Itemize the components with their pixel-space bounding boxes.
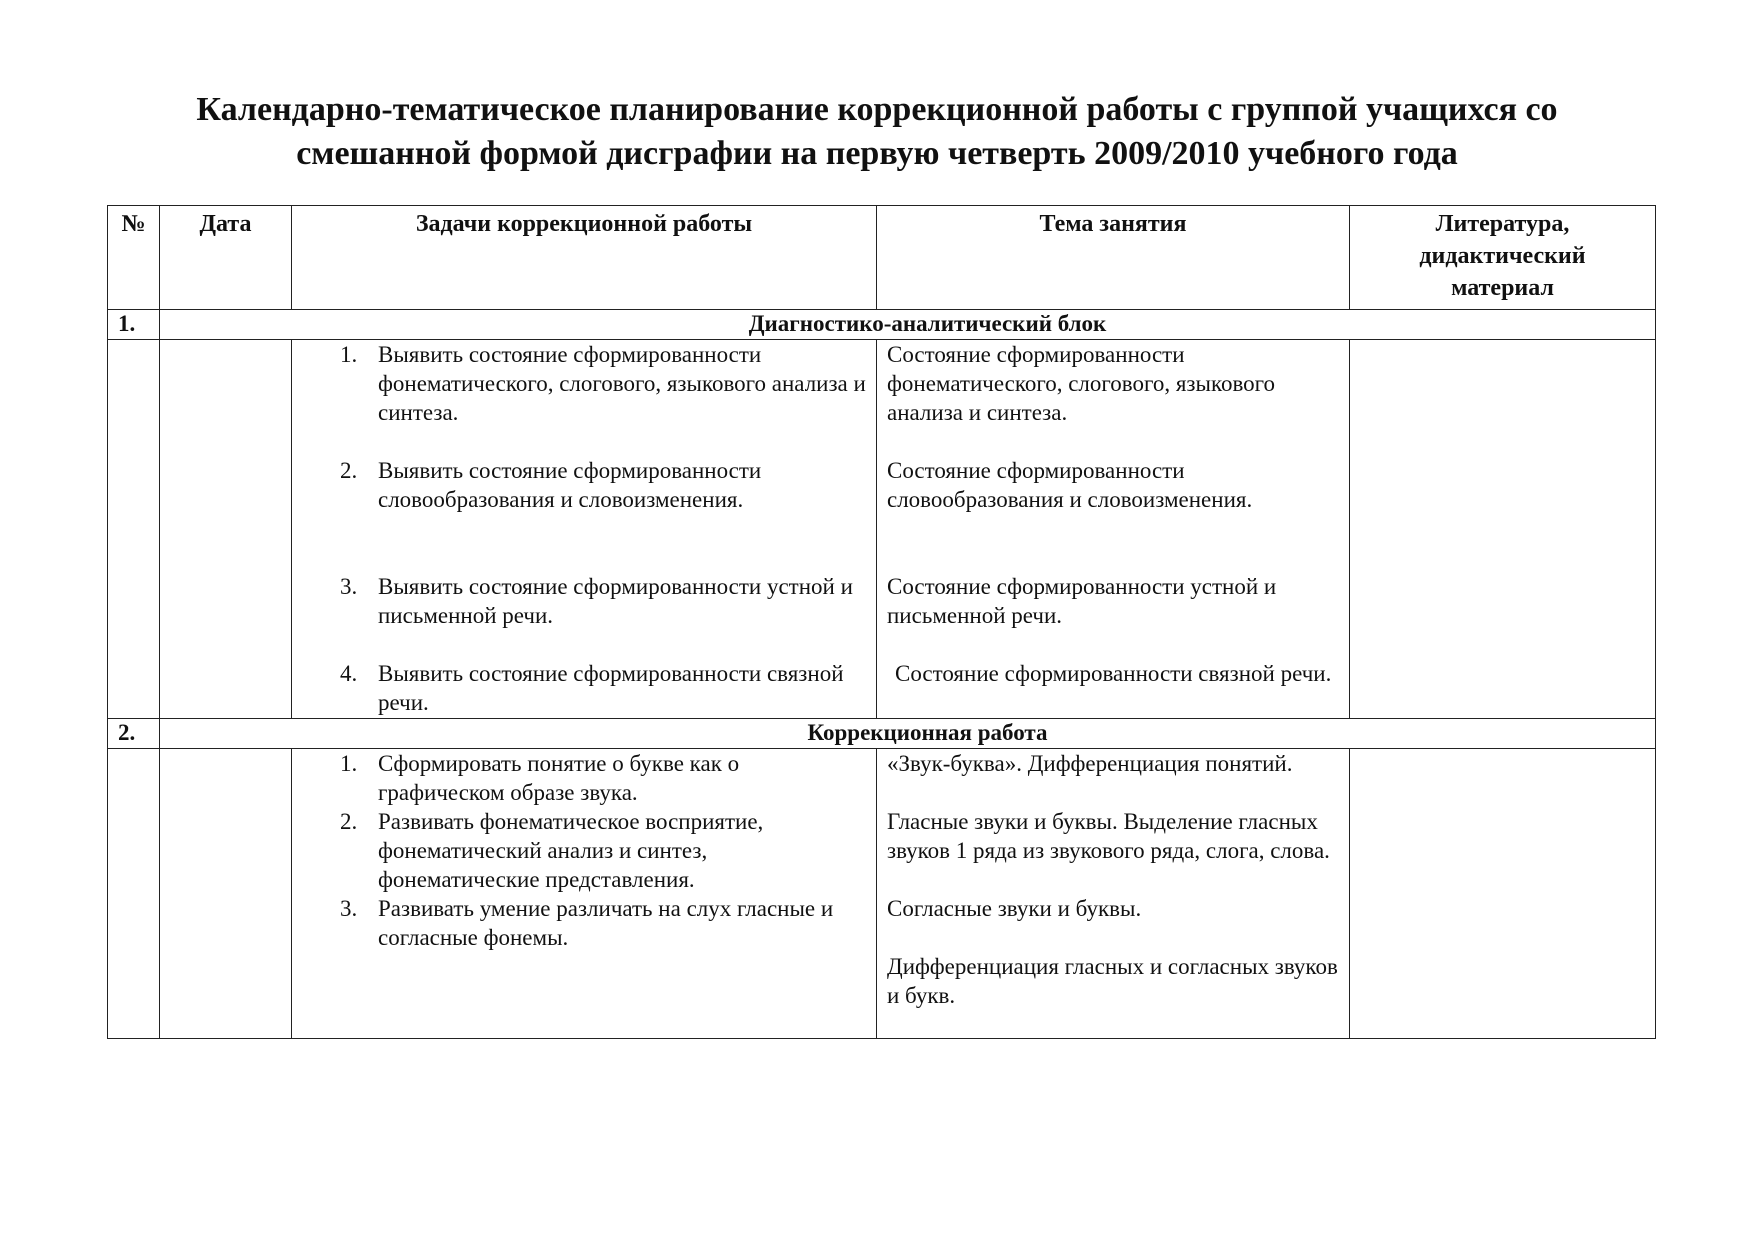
table-row	[108, 749, 1656, 1039]
planning-table	[107, 205, 1656, 1039]
list-item	[292, 807, 868, 894]
topic-text: «Звук-буква». Дифференциация понятий.	[887, 751, 1293, 776]
list-item	[292, 894, 868, 952]
number-cell	[108, 340, 160, 719]
list-item-text: Выявить состояние сформированности словообразования и словоизменения.	[378, 458, 762, 512]
list-item	[292, 340, 868, 427]
topic-text: Дифференциация гласных и согласных звуков и букв.	[887, 954, 1338, 1008]
tasks-list	[292, 340, 876, 717]
header-row	[108, 206, 1656, 310]
header-literature-line2: дидактический	[1419, 243, 1586, 269]
list-item-number: 2.	[340, 809, 358, 834]
section-row	[108, 719, 1656, 749]
tasks-cell	[292, 749, 877, 1039]
list-item	[292, 572, 868, 630]
document-title	[96, 88, 1658, 176]
list-item-number: 3.	[340, 896, 358, 921]
section-title: Диагностико-аналитический блок	[160, 310, 1656, 340]
section-row	[108, 310, 1656, 340]
number-cell	[108, 749, 160, 1039]
list-item-text: Выявить состояние сформированности фонематического, слогового, языкового анализа и синтеза.	[378, 342, 866, 425]
date-cell	[160, 749, 292, 1039]
list-item-text: Выявить состояние сформированности устной и письменной речи.	[378, 574, 853, 628]
header-literature	[1350, 206, 1656, 310]
date-cell	[160, 340, 292, 719]
list-item-text: Выявить состояние сформированности связной речи.	[378, 661, 844, 715]
section-number: 2.	[108, 719, 160, 749]
title-line-2: смешанной формой дисграфии на первую четверть 2009/2010 учебного года	[296, 135, 1458, 172]
list-item-text: Развивать фонематическое восприятие, фонематический анализ и синтез, фонематические представления.	[378, 809, 764, 892]
list-item-text: Развивать умение различать на слух гласные и согласные фонемы.	[378, 896, 834, 950]
tasks-cell	[292, 340, 877, 719]
header-topic: Тема занятия	[877, 206, 1350, 310]
header-tasks: Задачи коррекционной работы	[292, 206, 877, 310]
list-item-number: 3.	[340, 574, 358, 599]
tasks-list	[292, 749, 876, 952]
literature-cell	[1350, 340, 1656, 719]
literature-cell	[1350, 749, 1656, 1039]
list-item-number: 2.	[340, 458, 358, 483]
list-item-number: 1.	[340, 751, 358, 776]
topic-text: Состояние сформированности связной речи.	[895, 661, 1332, 686]
list-item-number: 1.	[340, 342, 358, 367]
topic-text: Состояние сформированности словообразования и словоизменения.	[887, 458, 1253, 512]
topic-text: Согласные звуки и буквы.	[887, 896, 1142, 921]
topic-cell	[877, 749, 1350, 1039]
topic-text: Состояние сформированности фонематического, слогового, языкового анализа и синтеза.	[887, 342, 1276, 425]
section-number: 1.	[108, 310, 160, 340]
list-item-number: 4.	[340, 661, 358, 686]
topic-text: Состояние сформированности устной и письменной речи.	[887, 574, 1277, 628]
header-literature-line3: материал	[1451, 275, 1554, 301]
list-item	[292, 659, 868, 717]
header-literature-line1: Литература,	[1435, 211, 1570, 237]
title-line-1: Календарно-тематическое планирование коррекционной работы с группой учащихся со	[196, 91, 1558, 128]
topic-cell	[877, 340, 1350, 719]
list-item	[292, 749, 868, 807]
table-row	[108, 340, 1656, 719]
list-item-text: Сформировать понятие о букве как о графическом образе звука.	[378, 751, 740, 805]
list-item	[292, 456, 868, 514]
header-number: №	[108, 206, 160, 310]
topic-text: Гласные звуки и буквы. Выделение гласных звуков 1 ряда из звукового ряда, слога, слова.	[887, 809, 1330, 863]
section-title: Коррекционная работа	[160, 719, 1656, 749]
header-date: Дата	[160, 206, 292, 310]
